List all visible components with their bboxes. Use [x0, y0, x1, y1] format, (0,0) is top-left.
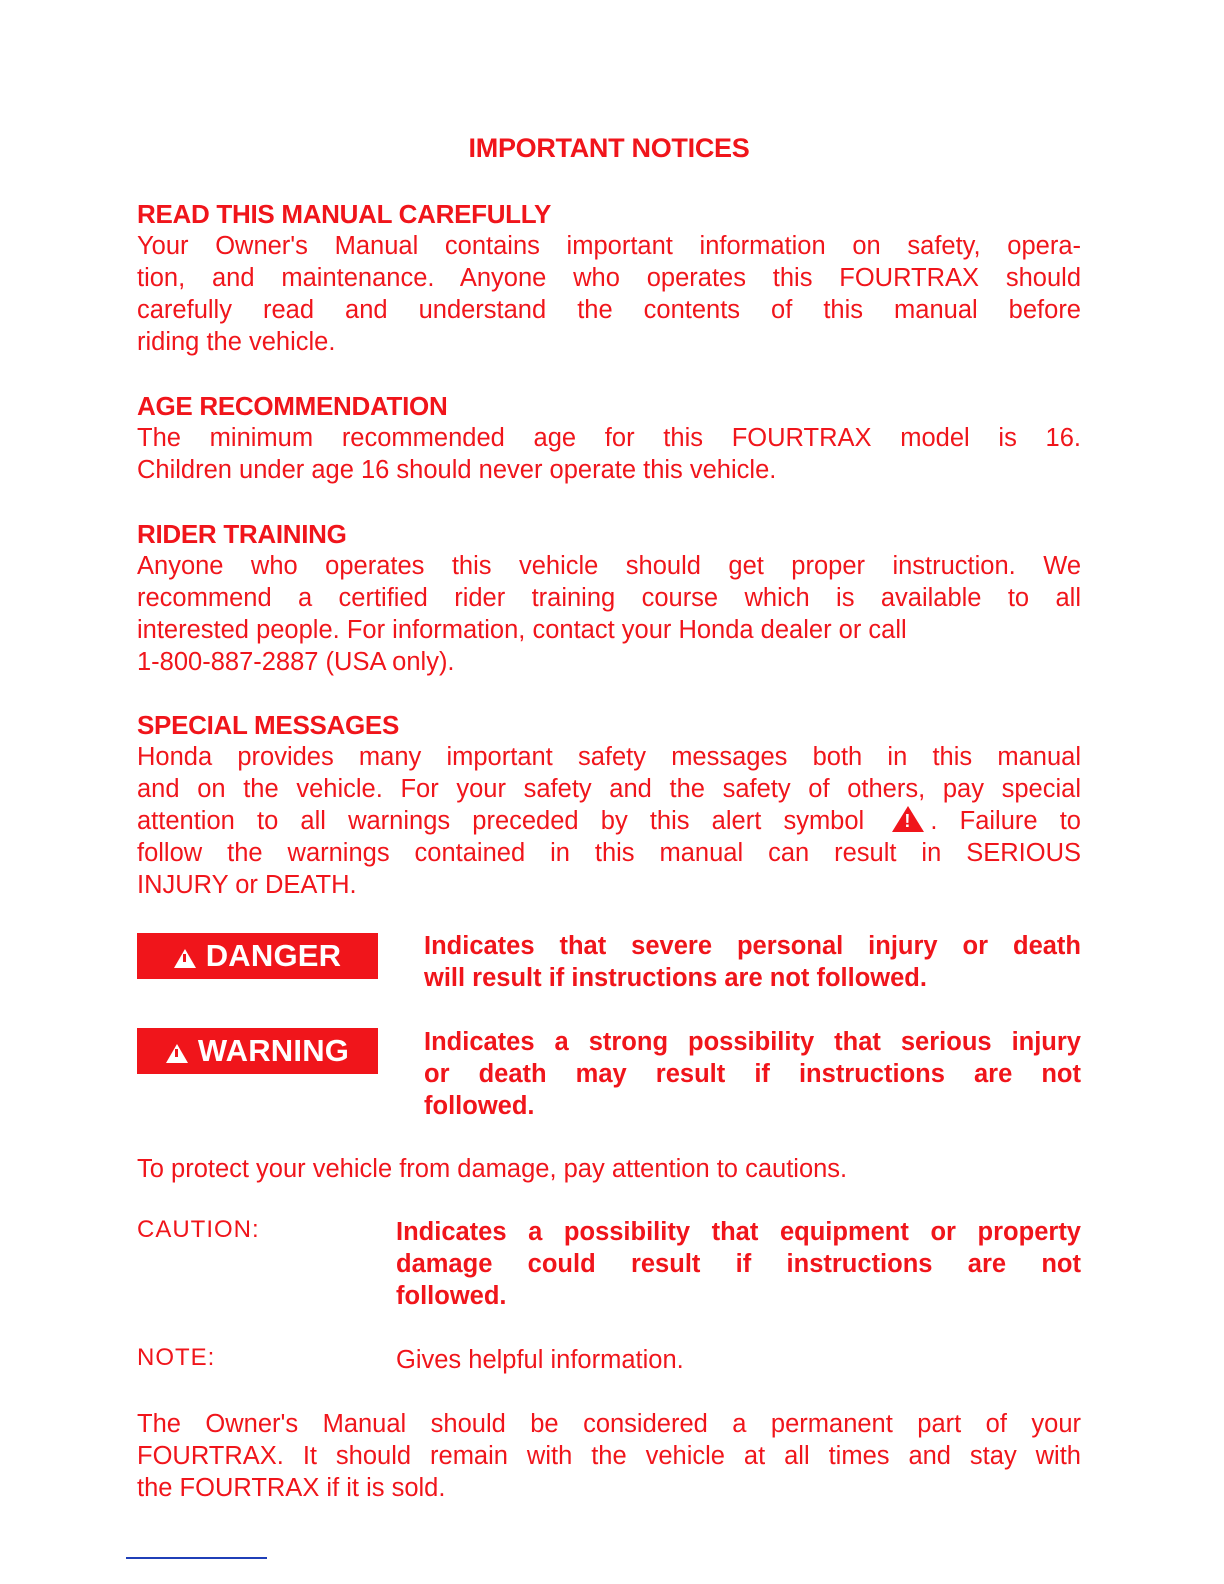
section-body [137, 741, 1081, 901]
section-heading: SPECIAL MESSAGES [137, 710, 400, 740]
definition-line: Indicates that severe personal injury or death [424, 932, 1081, 960]
body-line-with-symbol [137, 805, 1081, 837]
protect-text: To protect your vehicle from damage, pay attention to cautions. [137, 1155, 848, 1183]
closing-paragraph [137, 1408, 1081, 1504]
section-special-messages [137, 709, 1081, 901]
definition-line: followed. [396, 1282, 507, 1310]
danger-signal-word [137, 933, 378, 979]
section-age [137, 390, 1081, 486]
alert-triangle-icon [174, 949, 196, 968]
section-read-manual [137, 198, 1081, 358]
definition-line: will result if instructions are not followed. [424, 964, 927, 992]
section-heading: RIDER TRAINING [137, 519, 347, 549]
body-line: INJURY or DEATH. [137, 871, 357, 899]
definition-line: Indicates a possibility that equipment or property [396, 1218, 1081, 1246]
body-text: attention to all warnings preceded by this alert symbol [137, 807, 865, 835]
section-heading: READ THIS MANUAL CAREFULLY [137, 199, 551, 229]
body-line: and on the vehicle. For your safety and the safety of others, pay special [137, 775, 1081, 803]
body-line: Children under age 16 should never operate this vehicle. [137, 456, 777, 484]
warning-signal-word [137, 1028, 378, 1074]
warning-definition [424, 1026, 1081, 1122]
note-text: Gives helpful information. [396, 1346, 684, 1374]
section-body [137, 230, 1081, 358]
section-body [137, 1408, 1081, 1504]
section-body [137, 550, 1081, 678]
definition-line: Indicates a strong possibility that serious injury [424, 1028, 1081, 1056]
body-line: the FOURTRAX if it is sold. [137, 1474, 446, 1502]
caution-label: CAUTION: [137, 1216, 260, 1243]
body-line: carefully read and understand the contents of this manual before [137, 296, 1081, 324]
signal-label: DANGER [205, 938, 342, 973]
section-rider-training [137, 518, 1081, 678]
body-text: . Failure to [930, 807, 1081, 835]
body-line: tion, and maintenance. Anyone who operates this FOURTRAX should [137, 264, 1081, 292]
alert-symbol-icon [892, 806, 924, 832]
signal-label: WARNING [197, 1033, 350, 1068]
section-body [137, 422, 1081, 486]
page-title: IMPORTANT NOTICES [468, 133, 750, 163]
body-line: recommend a certified rider training course which is available to all [137, 584, 1081, 612]
body-line: Honda provides many important safety messages both in this manual [137, 743, 1081, 771]
phone-number-line: 1-800-887-2887 (USA only). [137, 648, 455, 676]
alert-triangle-icon [166, 1044, 188, 1063]
body-line: riding the vehicle. [137, 328, 336, 356]
body-line: The minimum recommended age for this FOURTRAX model is 16. [137, 424, 1081, 452]
body-line: The Owner's Manual should be considered a permanent part of your [137, 1410, 1081, 1438]
body-line: Anyone who operates this vehicle should get proper instruction. We [137, 552, 1081, 580]
body-line: follow the warnings contained in this manual can result in SERIOUS [137, 839, 1081, 867]
danger-definition [424, 930, 1081, 994]
footer-rule [126, 1557, 267, 1559]
definition-line: damage could result if instructions are not [396, 1250, 1081, 1278]
body-line: Your Owner's Manual contains important information on safety, opera- [137, 232, 1081, 260]
section-heading: AGE RECOMMENDATION [137, 391, 448, 421]
definition-line: followed. [424, 1092, 535, 1120]
body-line: interested people. For information, contact your Honda dealer or call [137, 616, 907, 644]
note-label: NOTE: [137, 1344, 216, 1371]
caution-definition [396, 1216, 1081, 1312]
body-line: FOURTRAX. It should remain with the vehicle at all times and stay with [137, 1442, 1081, 1470]
definition-line: or death may result if instructions are not [424, 1060, 1081, 1088]
